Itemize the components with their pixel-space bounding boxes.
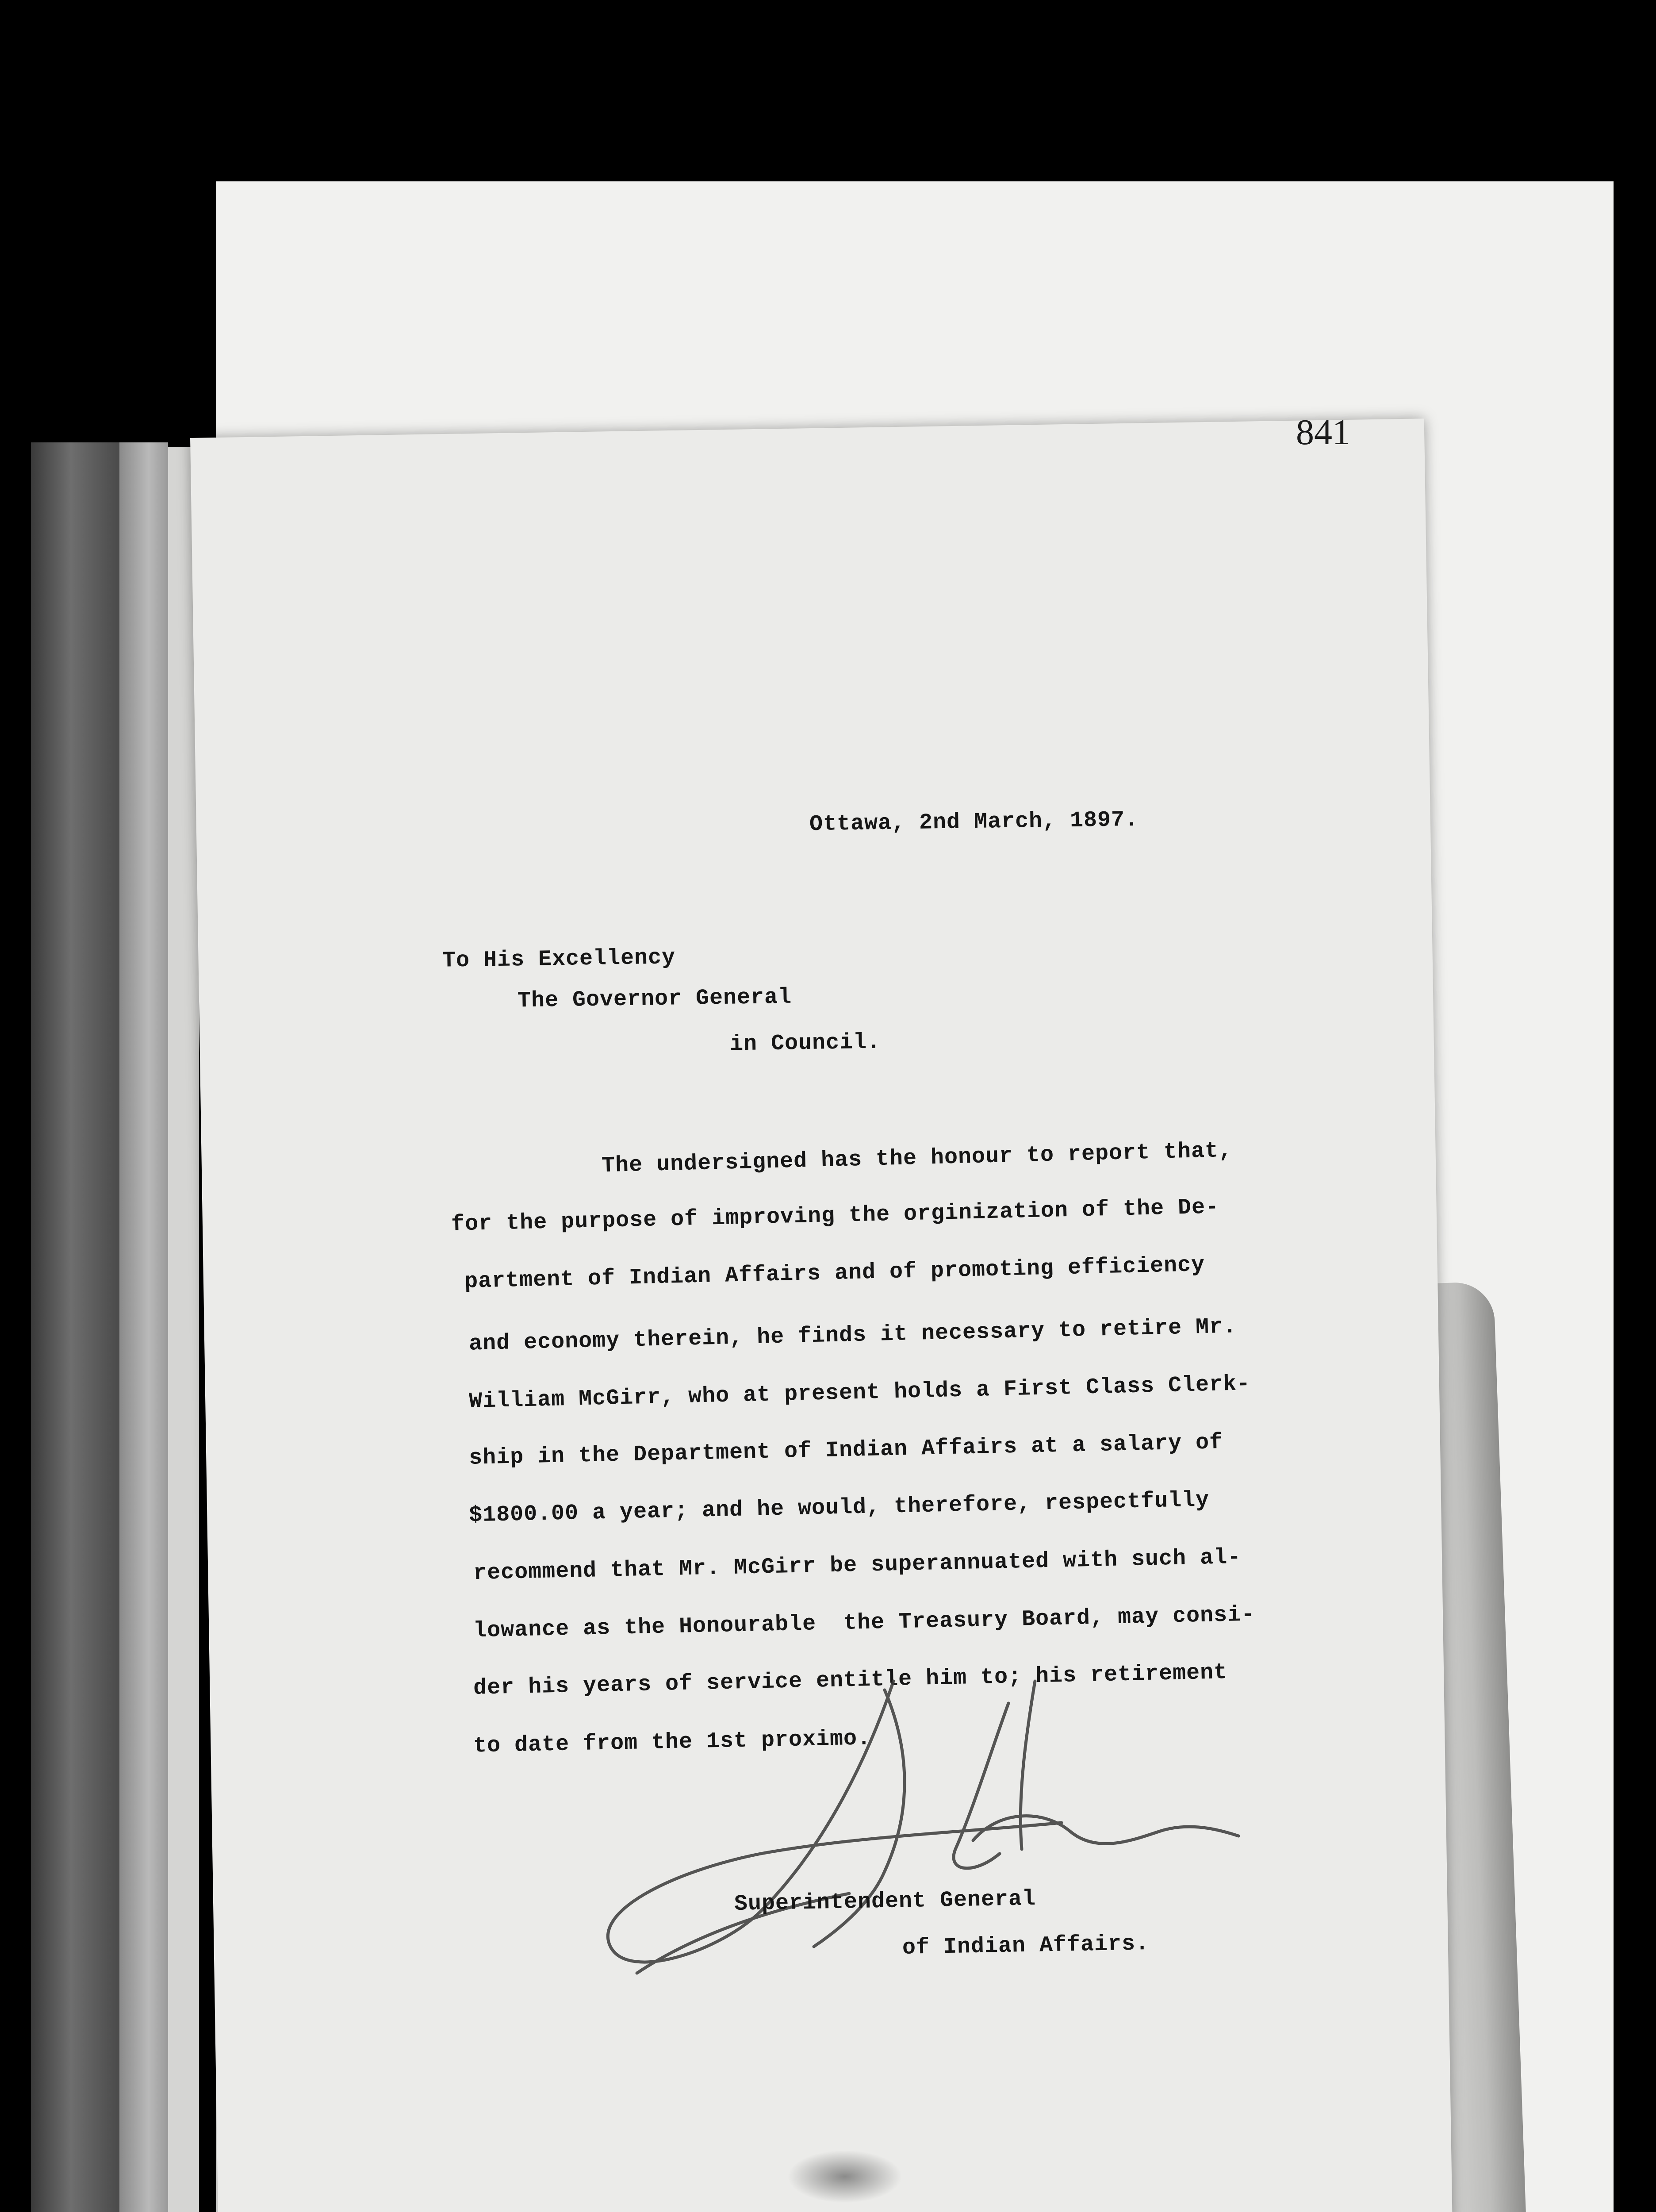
ink-smudge xyxy=(787,2150,902,2203)
body-line: and economy therein, he finds it necessary to retire Mr. xyxy=(468,1314,1237,1357)
address-line: in Council. xyxy=(729,1029,881,1057)
body-line: partment of Indian Affairs and of promoting efficiency xyxy=(464,1252,1205,1294)
page-number: 841 xyxy=(1296,412,1350,452)
handwritten-signature xyxy=(575,1663,1283,2017)
address-line: To His Excellency xyxy=(442,945,676,974)
letter-date: Ottawa, 2nd March, 1897. xyxy=(809,807,1139,837)
address-line: The Governor General xyxy=(517,984,792,1014)
body-line: for the purpose of improving the orginization of the De- xyxy=(451,1194,1219,1237)
body-line: to date from the 1st proximo. xyxy=(473,1726,871,1759)
body-line: der his years of service entitle him to; his retirement xyxy=(473,1660,1228,1701)
body-line: William McGirr, who at present holds a First Class Clerk- xyxy=(468,1371,1251,1415)
body-line: ship in the Department of Indian Affairs at a salary of xyxy=(468,1430,1223,1471)
body-line: The undersigned has the honour to report that, xyxy=(601,1138,1233,1179)
binding-strip-dark xyxy=(31,442,119,2212)
binding-strip-mid xyxy=(119,442,168,2212)
body-line: lowance as the Honourable the Treasury Board, may consi- xyxy=(473,1602,1255,1644)
signature-title-line: of Indian Affairs. xyxy=(902,1931,1150,1961)
signature-title-line: Superintendent General xyxy=(734,1886,1036,1917)
body-line: $1800.00 a year; and he would, therefore, respectfully xyxy=(468,1487,1210,1528)
body-line: recommend that Mr. McGirr be superannuated with such al- xyxy=(473,1544,1242,1586)
